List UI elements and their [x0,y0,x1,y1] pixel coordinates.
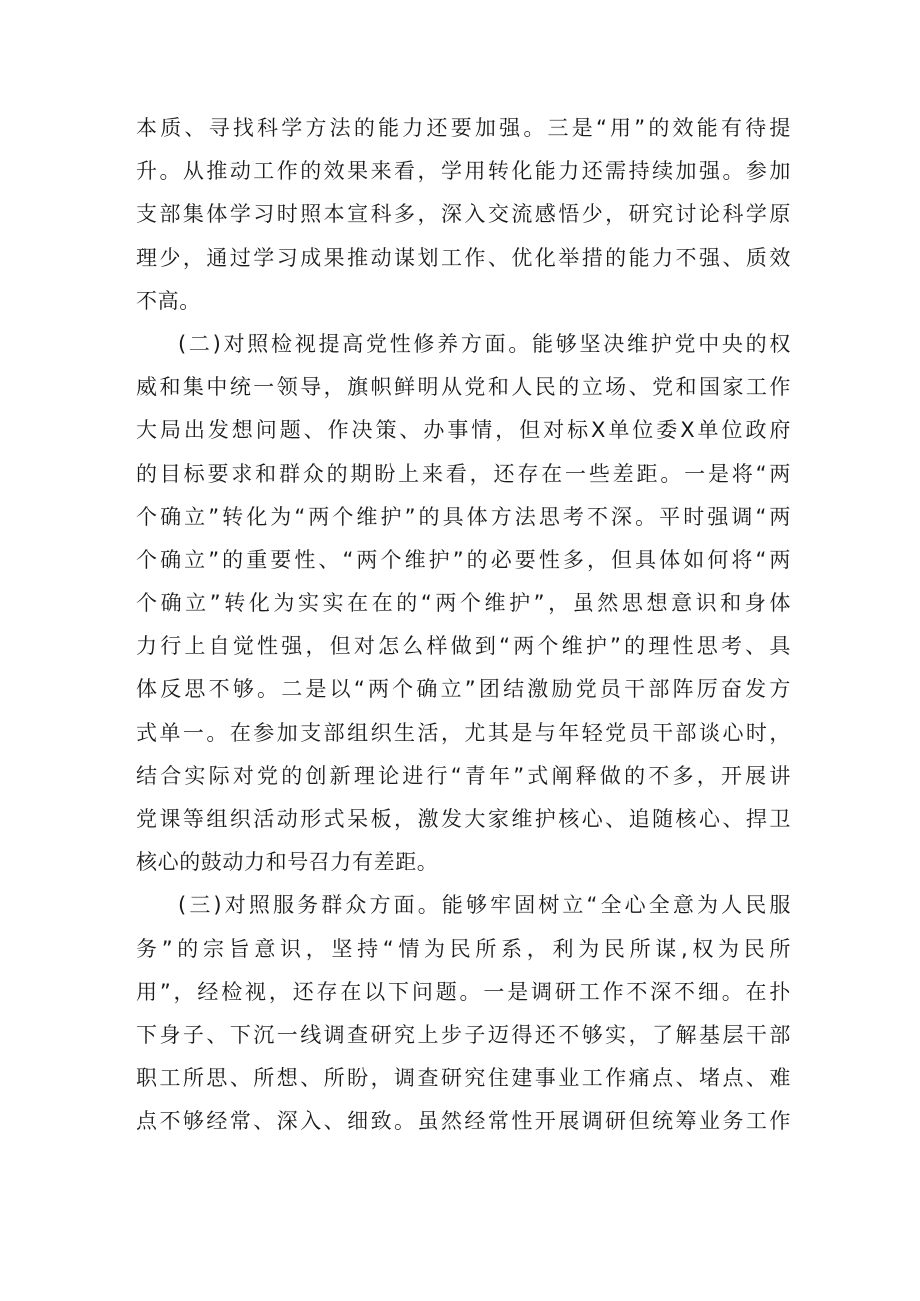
text-line: 用”，经检视，还存在以下问题。一是调研工作不深不细。在扑 [136,979,791,1004]
text-line: 本质、寻找科学方法的能力还要加强。三是“用”的效能有待提 [136,116,791,140]
document-body [136,107,791,1144]
text-line: 体反思不够。二是以“两个确立”团结激励党员干部阵厉奋发方 [136,677,791,702]
text-line: (三)对照服务群众方面。能够牢固树立“全心全意为人民服 [178,893,791,918]
text-line: 个确立”的重要性、“两个维护”的必要性多，但具体如何将“两 [136,547,791,572]
text-line: 不高。 [136,288,201,313]
text-line: 支部集体学习时照本宣科多，深入交流感悟少，研究讨论科学原 [136,202,791,227]
text-line: 核心的鼓动力和号召力有差距。 [136,850,439,875]
text-line: (二)对照检视提高党性修养方面。能够坚决维护党中央的权 [178,331,791,356]
text-line: 理少，通过学习成果推动谋划工作、优化举措的能力不强、质效 [136,245,791,270]
text-line: 大局出发想问题、作决策、办事情，但对标X单位委X单位政府 [136,418,791,443]
text-line: 点不够经常、深入、细致。虽然经常性开展调研但统筹业务工作 [136,1109,791,1134]
text-line: 党课等组织活动形式呆板，激发大家维护核心、追随核心、捍卫 [136,807,791,831]
text-line: 威和集中统一领导，旗帜鲜明从党和人民的立场、党和国家工作 [136,375,791,400]
text-line: 升。从推动工作的效果来看，学用转化能力还需持续加强。参加 [136,159,791,184]
text-line: 下身子、下沉一线调查研究上步子迈得还不够实，了解基层干部 [136,1022,791,1047]
text-line: 职工所思、所想、所盼，调查研究住建事业工作痛点、堵点、难 [136,1066,791,1091]
text-line: 力行上自觉性强，但对怎么样做到“两个维护”的理性思考、具 [136,634,791,659]
text-line: 务”的宗旨意识，坚持“情为民所系，利为民所谋,权为民所 [136,936,791,961]
text-line: 结合实际对党的创新理论进行“青年”式阐释做的不多，开展讲 [136,763,791,788]
text-line: 式单一。在参加支部组织生活，尤其是与年轻党员干部谈心时， [136,720,791,745]
text-line: 个确立”转化为实实在在的“两个维护”，虽然思想意识和身体 [136,591,791,616]
text-line: 的目标要求和群众的期盼上来看，还存在一些差距。一是将“两 [136,461,791,486]
text-line: 个确立”转化为“两个维护”的具体方法思考不深。平时强调“两 [136,504,791,529]
